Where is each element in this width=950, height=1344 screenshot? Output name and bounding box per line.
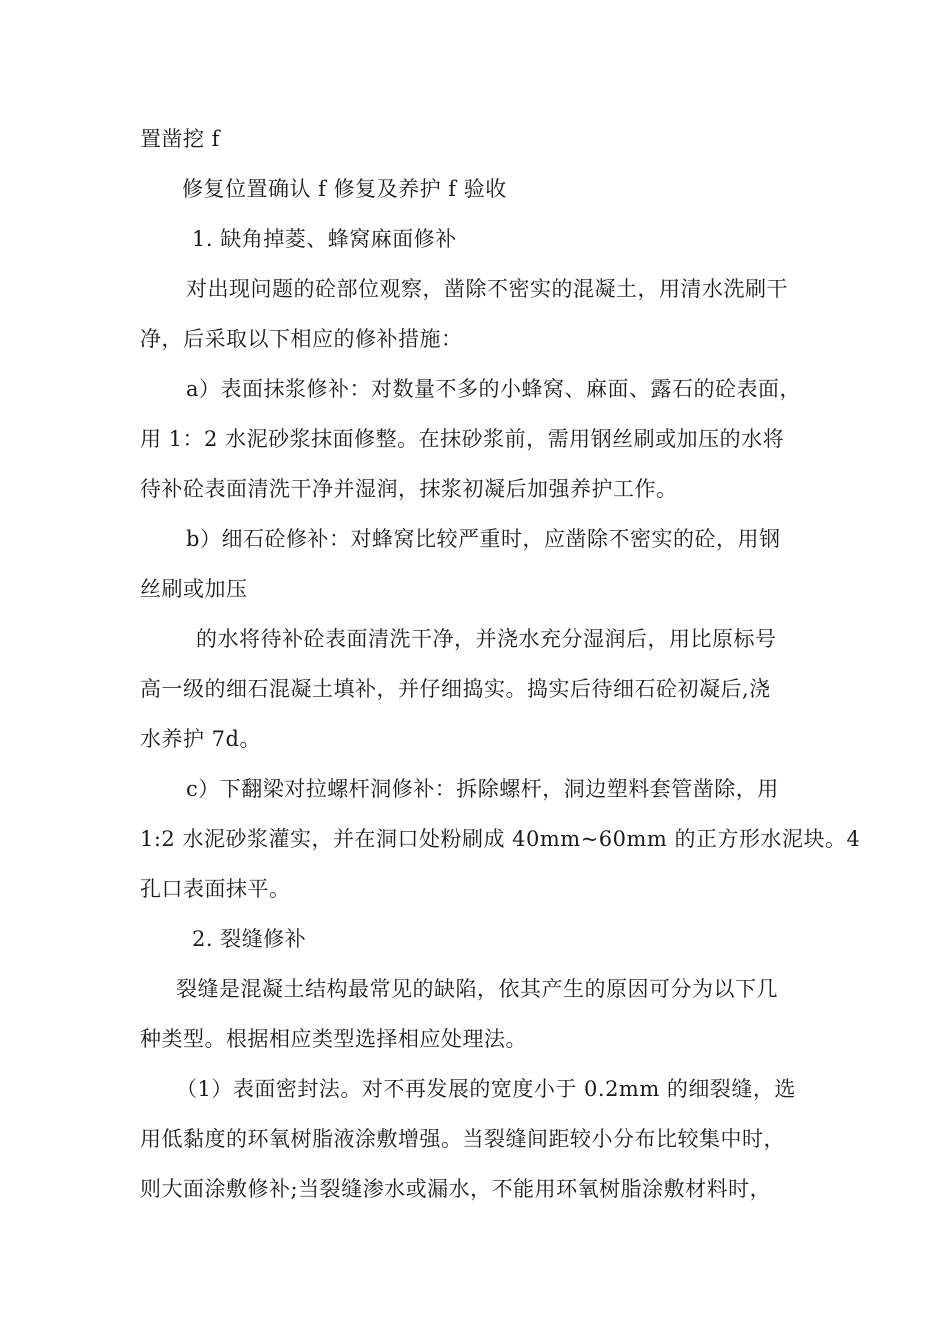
- paragraph-line: 丝刷或加压: [140, 577, 248, 601]
- paragraph-line: 高一级的细石混凝土填补，并仔细捣实。捣实后待细石砼初凝后,浇: [140, 677, 771, 701]
- paragraph-line: 孔口表面抹平。: [140, 877, 291, 901]
- document-body: [140, 114, 861, 1214]
- paragraph-line: 水养护 7d。: [140, 727, 261, 751]
- paragraph-line: 用低黏度的环氧树脂液涂敷增强。当裂缝间距较小分布比较集中时，: [140, 1127, 785, 1151]
- paragraph-line: 用 1：2 水泥砂浆抹面修整。在抹砂浆前，需用钢丝刷或加压的水将: [140, 427, 785, 451]
- paragraph-line: c）下翻梁对拉螺杆洞修补：拆除螺杆，洞边塑料套管凿除，用: [186, 777, 779, 801]
- paragraph-line: （1）表面密封法。对不再发展的宽度小于 0.2mm 的细裂缝，选: [176, 1077, 796, 1101]
- paragraph-line: 种类型。根据相应类型选择相应处理法。: [140, 1027, 527, 1051]
- paragraph-line: 1. 缺角掉菱、蜂窝麻面修补: [192, 227, 457, 251]
- paragraph-line: 置凿挖 f: [140, 127, 220, 151]
- paragraph-line: 对出现问题的砼部位观察，凿除不密实的混凝土，用清水洗刷干: [186, 277, 788, 301]
- paragraph-line: 修复位置确认 f 修复及养护 f 验收: [182, 177, 507, 201]
- paragraph-line: a）表面抹浆修补：对数量不多的小蜂窝、麻面、露石的砼表面，: [186, 377, 802, 401]
- paragraph-line: 的水将待补砼表面清洗干净，并浇水充分湿润后，用比原标号: [196, 627, 777, 651]
- paragraph-line: 1:2 水泥砂浆灌实，并在洞口处粉刷成 40mm~60mm 的正方形水泥块。4: [140, 827, 861, 851]
- paragraph-line: 净，后采取以下相应的修补措施：: [140, 327, 463, 351]
- paragraph-line: 待补砼表面清洗干净并湿润，抹浆初凝后加强养护工作。: [140, 477, 678, 501]
- paragraph-line: 2. 裂缝修补: [192, 927, 307, 951]
- paragraph-line: 则大面涂敷修补;当裂缝渗水或漏水，不能用环氧树脂涂敷材料时，: [140, 1177, 772, 1201]
- paragraph-line: b）细石砼修补：对蜂窝比较严重时，应凿除不密实的砼，用钢: [186, 527, 781, 551]
- paragraph-line: 裂缝是混凝土结构最常见的缺陷，依其产生的原因可分为以下几: [176, 977, 778, 1001]
